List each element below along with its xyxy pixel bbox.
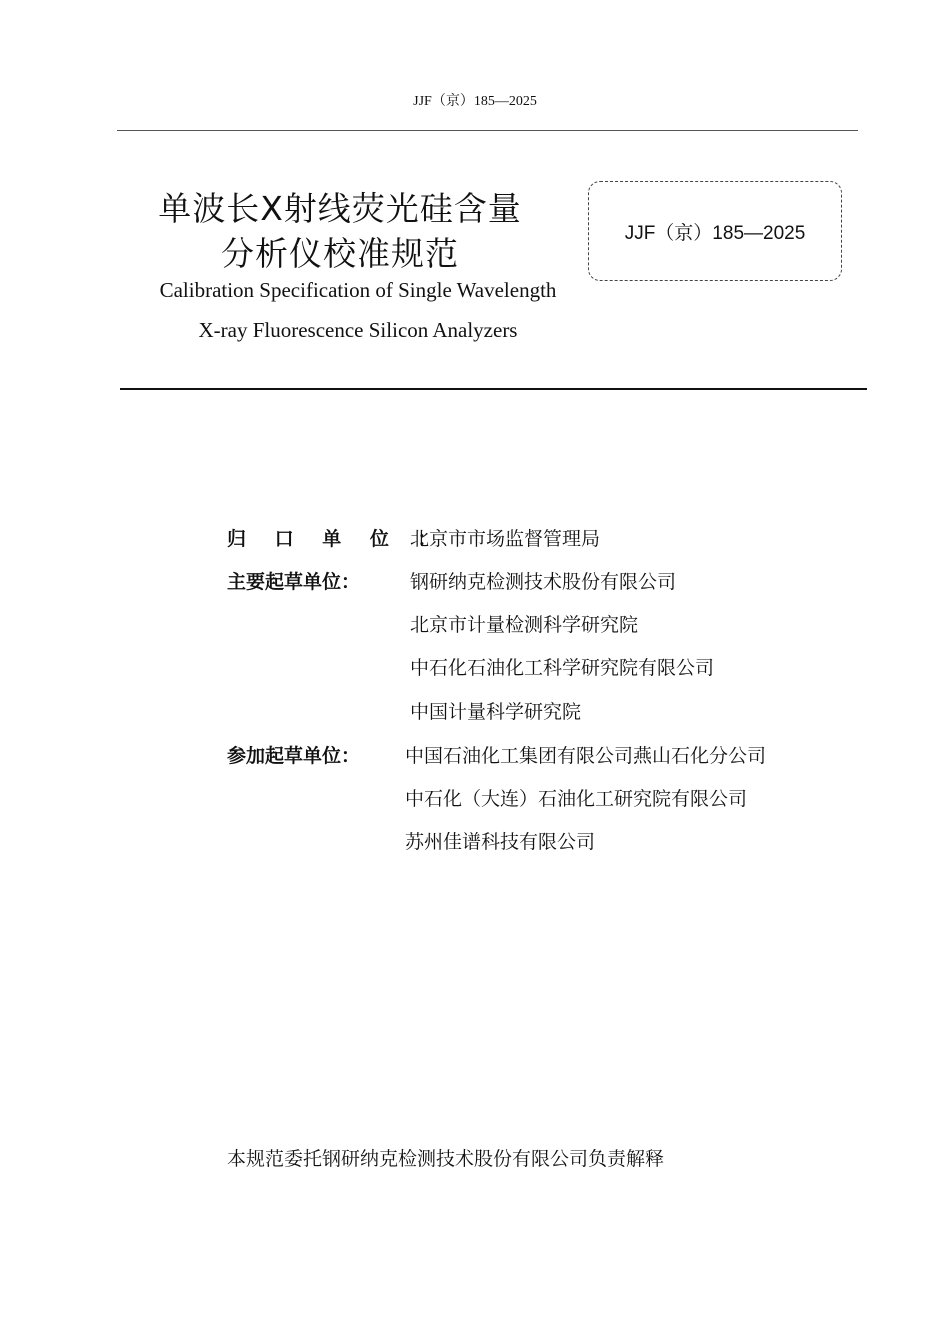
responsible-unit: 北京市市场监督管理局: [410, 528, 601, 550]
title-chinese-line-1: 单波长X射线荧光硅含量: [158, 189, 522, 228]
title-english: [140, 270, 576, 350]
title-english-line-2: X-ray Fluorescence Silicon Analyzers: [198, 318, 518, 342]
title-chinese-line-2: 分析仪校准规范: [221, 234, 459, 273]
participating-unit: 苏州佳谱科技有限公司: [405, 831, 596, 853]
main-drafting-unit: 中国计量科学研究院: [410, 701, 582, 723]
participating-unit: 中国石油化工集团有限公司燕山石化分公司: [405, 745, 767, 767]
title-divider: [120, 388, 867, 390]
header-code: JJF（京）185—2025: [413, 94, 537, 109]
main-drafting-unit: 中石化石油化工科学研究院有限公司: [410, 657, 715, 679]
interpretation-note: 本规范委托钢研纳克检测技术股份有限公司负责解释: [227, 1148, 665, 1170]
standard-code-box: [588, 181, 842, 281]
main-drafting-unit: 北京市计量检测科学研究院: [410, 614, 639, 636]
title-chinese: [140, 186, 540, 276]
participating-label: 参加起草单位：: [227, 745, 361, 767]
main-drafting-label: 主要起草单位：: [227, 571, 361, 593]
responsible-unit-label: 归 口 单 位 ：: [227, 528, 448, 550]
title-english-line-1: Calibration Specification of Single Wavelength: [159, 278, 557, 302]
main-drafting-unit: 钢研纳克检测技术股份有限公司: [410, 571, 677, 593]
participating-unit: 中石化（大连）石油化工研究院有限公司: [405, 788, 748, 810]
standard-code: JJF（京）185—2025: [624, 222, 806, 244]
header-divider: [117, 130, 858, 131]
